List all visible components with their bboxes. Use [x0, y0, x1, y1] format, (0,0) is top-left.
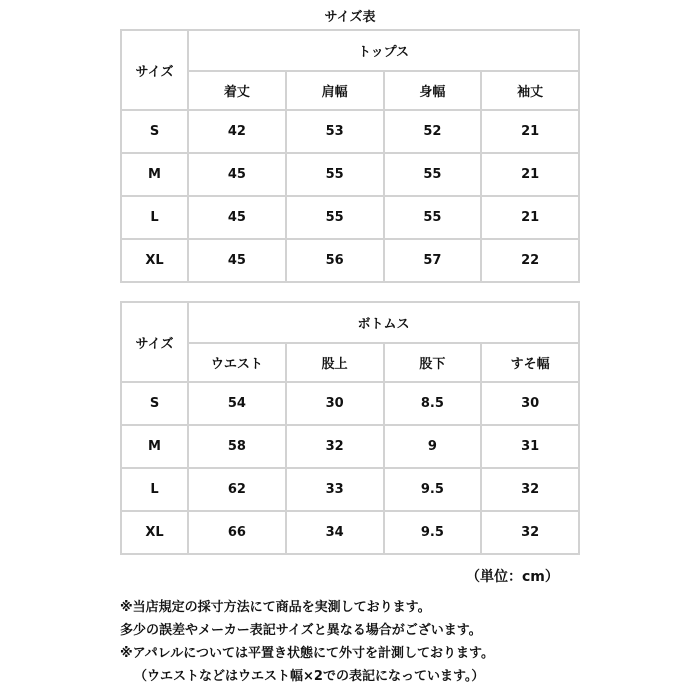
column-header: 袖丈 [481, 71, 579, 110]
table-cell: 9.5 [384, 511, 482, 554]
table-cell: 56 [286, 239, 384, 282]
bottoms-size-table [120, 301, 580, 555]
table-row [121, 239, 579, 282]
table-cell: 55 [384, 196, 482, 239]
table-cell: 9 [384, 425, 482, 468]
table-cell: 32 [481, 511, 579, 554]
table-cell: 55 [286, 196, 384, 239]
column-header: 身幅 [384, 71, 482, 110]
note-line: （ウエストなどはウエスト幅×2での表記になっています。） [134, 669, 485, 684]
table-cell: 30 [286, 382, 384, 425]
table-cell: 58 [188, 425, 286, 468]
table-cell: 21 [481, 196, 579, 239]
row-size-label: M [121, 425, 188, 468]
table-cell: 22 [481, 239, 579, 282]
table-cell: 55 [384, 153, 482, 196]
column-header: ウエスト [188, 343, 286, 382]
table-cell: 55 [286, 153, 384, 196]
row-size-label: S [121, 110, 188, 153]
table-cell: 52 [384, 110, 482, 153]
table-cell: 62 [188, 468, 286, 511]
table-cell: 57 [384, 239, 482, 282]
table-cell: 31 [481, 425, 579, 468]
row-size-label: S [121, 382, 188, 425]
column-header: 肩幅 [286, 71, 384, 110]
note-line: ※アパレルについては平置き状態にて外寸を計測しております。 [120, 646, 494, 661]
size-header: サイズ [121, 30, 188, 110]
table-row [121, 468, 579, 511]
note-line: ※当店規定の採寸方法にて商品を実測しております。 [120, 600, 431, 615]
table-cell: 53 [286, 110, 384, 153]
table-cell: 32 [286, 425, 384, 468]
table-cell: 66 [188, 511, 286, 554]
table-cell: 21 [481, 110, 579, 153]
table-cell: 45 [188, 239, 286, 282]
notes [120, 596, 680, 688]
column-header: 股上 [286, 343, 384, 382]
tops-size-table [120, 29, 580, 283]
table-cell: 8.5 [384, 382, 482, 425]
tops-group-header: トップス [188, 30, 579, 71]
size-header: サイズ [121, 302, 188, 382]
row-size-label: M [121, 153, 188, 196]
table-cell: 45 [188, 153, 286, 196]
row-size-label: L [121, 196, 188, 239]
bottoms-group-header: ボトムス [188, 302, 579, 343]
column-header: 着丈 [188, 71, 286, 110]
table-row [121, 153, 579, 196]
unit-label: （単位：cm） [466, 569, 559, 585]
table-row [121, 196, 579, 239]
column-header: 股下 [384, 343, 482, 382]
table-cell: 30 [481, 382, 579, 425]
table-cell: 42 [188, 110, 286, 153]
row-size-label: L [121, 468, 188, 511]
table-row [121, 425, 579, 468]
table-cell: 32 [481, 468, 579, 511]
table-cell: 9.5 [384, 468, 482, 511]
column-header: すそ幅 [481, 343, 579, 382]
table-cell: 54 [188, 382, 286, 425]
table-cell: 21 [481, 153, 579, 196]
table-cell: 33 [286, 468, 384, 511]
table-cell: 34 [286, 511, 384, 554]
table-cell: 45 [188, 196, 286, 239]
row-size-label: XL [121, 511, 188, 554]
table-row [121, 382, 579, 425]
table-row [121, 110, 579, 153]
row-size-label: XL [121, 239, 188, 282]
page-title: サイズ表 [324, 10, 376, 25]
table-row [121, 511, 579, 554]
note-line: 多少の誤差やメーカー表記サイズと異なる場合がございます。 [120, 623, 482, 638]
